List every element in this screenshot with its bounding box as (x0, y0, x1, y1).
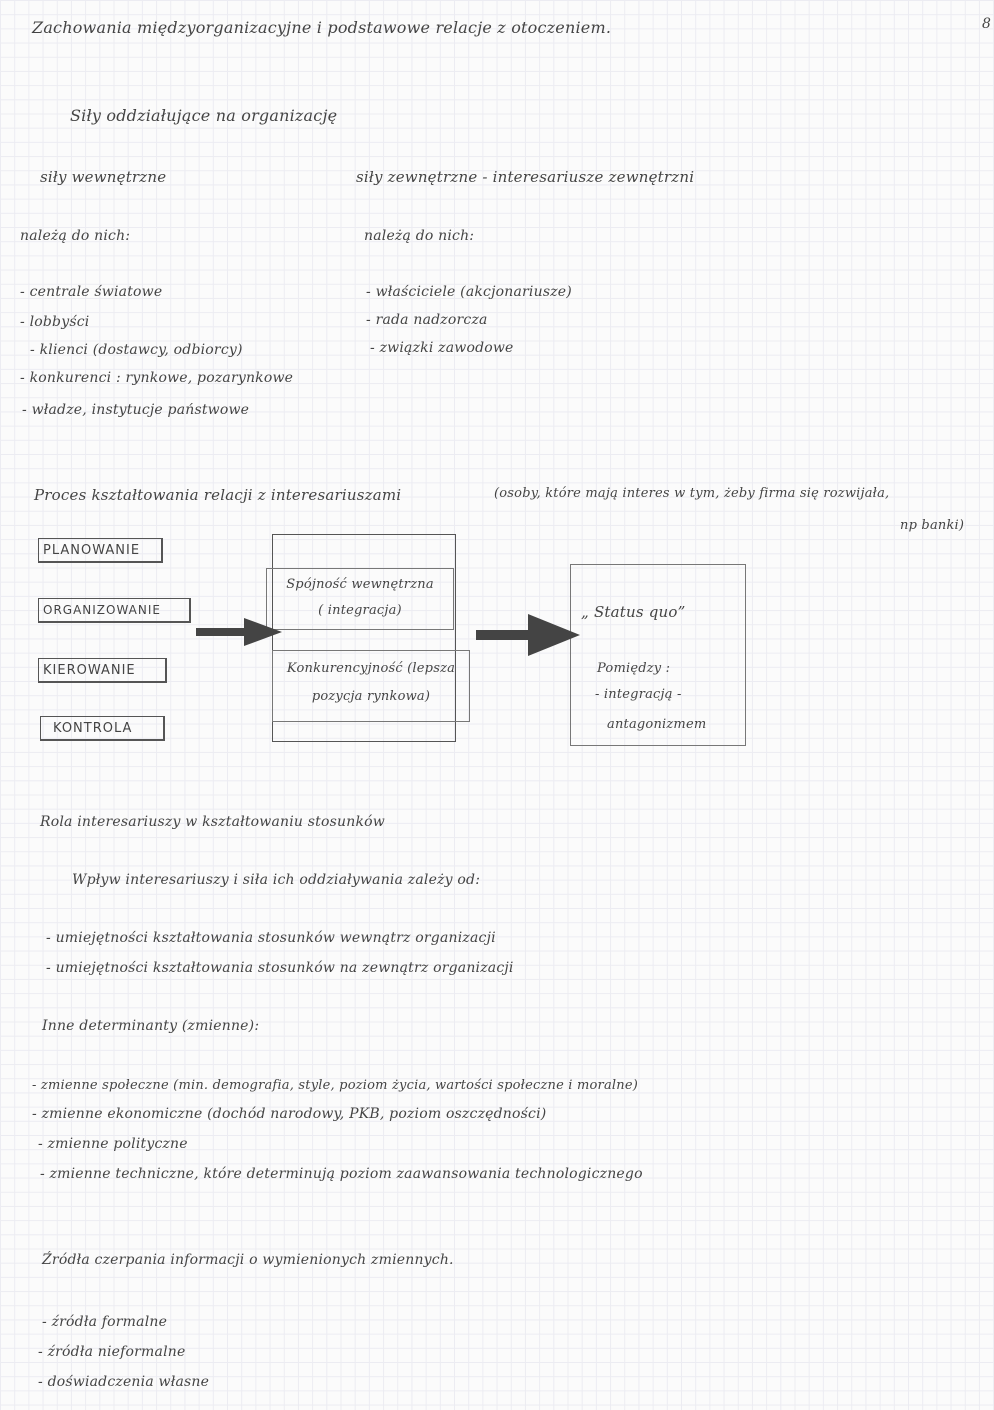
status-quo-line2: - integracją - (595, 687, 682, 702)
list-item: - źródła nieformalne (38, 1344, 186, 1360)
step-label: KIEROWANIE (43, 662, 136, 678)
list-item: - doświadczenia własne (38, 1374, 210, 1390)
role-subtitle: Wpływ interesariuszy i siła ich oddziaływania zależy od: (72, 872, 481, 888)
page-number-mark: 8 (982, 16, 992, 32)
list-item: - zmienne polityczne (38, 1136, 188, 1152)
list-item: - władze, instytucje państwowe (22, 402, 250, 418)
list-item: - rada nadzorcza (366, 312, 488, 328)
external-forces-heading: siły zewnętrzne - interesariusze zewnętrzni (356, 168, 695, 186)
list-item: - zmienne społeczne (min. demografia, style, poziom życia, wartości społeczne i moralne) (32, 1078, 639, 1093)
list-item: - umiejętności kształtowania stosunków wewnątrz organizacji (46, 930, 496, 946)
list-item: - właściciele (akcjonariusze) (366, 284, 572, 300)
list-item: - zmienne ekonomiczne (dochód narodowy, PKB, poziom oszczędności) (32, 1106, 547, 1122)
step-label: KONTROLA (53, 720, 133, 736)
process-note: (osoby, które mają interes w tym, żeby firma się rozwijała, (494, 486, 890, 501)
list-item: - klienci (dostawcy, odbiorcy) (30, 342, 243, 358)
list-item: - lobbyści (20, 314, 90, 330)
internal-forces-heading: siły wewnętrzne (40, 168, 167, 186)
process-title: Proces kształtowania relacji z interesariuszami (34, 486, 402, 504)
status-quo-line3: antagonizmem (607, 717, 707, 732)
step-label: PLANOWANIE (43, 542, 141, 558)
internal-cohesion-label: Spójność wewnętrzna (286, 577, 434, 592)
status-quo-title: „ Status quo” (581, 603, 686, 621)
internal-cohesion-sub: ( integracja) (318, 603, 402, 618)
list-item: - umiejętności kształtowania stosunków na zewnątrz organizacji (46, 960, 514, 976)
step-label: ORGANIZOWANIE (43, 603, 161, 617)
page-title: Zachowania międzyorganizacyjne i podstawowe relacje z otoczeniem. (32, 18, 612, 37)
list-item: - konkurenci : rynkowe, pozarynkowe (20, 370, 294, 386)
competitiveness-sub: pozycja rynkowa) (311, 689, 431, 704)
internal-forces-intro: należą do nich: (20, 228, 131, 244)
list-item: - związki zawodowe (370, 340, 514, 356)
external-forces-intro: należą do nich: (364, 228, 475, 244)
competitiveness-label: Konkurencyjność (lepsza (286, 661, 456, 676)
list-item: - źródła formalne (42, 1314, 168, 1330)
arrow-right-icon (476, 614, 580, 656)
determinants-title: Inne determinanty (zmienne): (42, 1018, 260, 1034)
list-item: - centrale światowe (20, 284, 163, 300)
arrow-right-icon (196, 618, 282, 646)
list-item: - zmienne techniczne, które determinują poziom zaawansowania technologicznego (40, 1166, 643, 1182)
role-title: Rola interesariuszy w kształtowaniu stosunków (40, 814, 385, 830)
forces-title: Siły oddziałujące na organizację (70, 106, 338, 125)
sources-title: Źródła czerpania informacji o wymienionych zmiennych. (42, 1252, 454, 1268)
status-quo-line1: Pomiędzy : (597, 661, 671, 676)
process-note-continued: np banki) (900, 518, 965, 533)
